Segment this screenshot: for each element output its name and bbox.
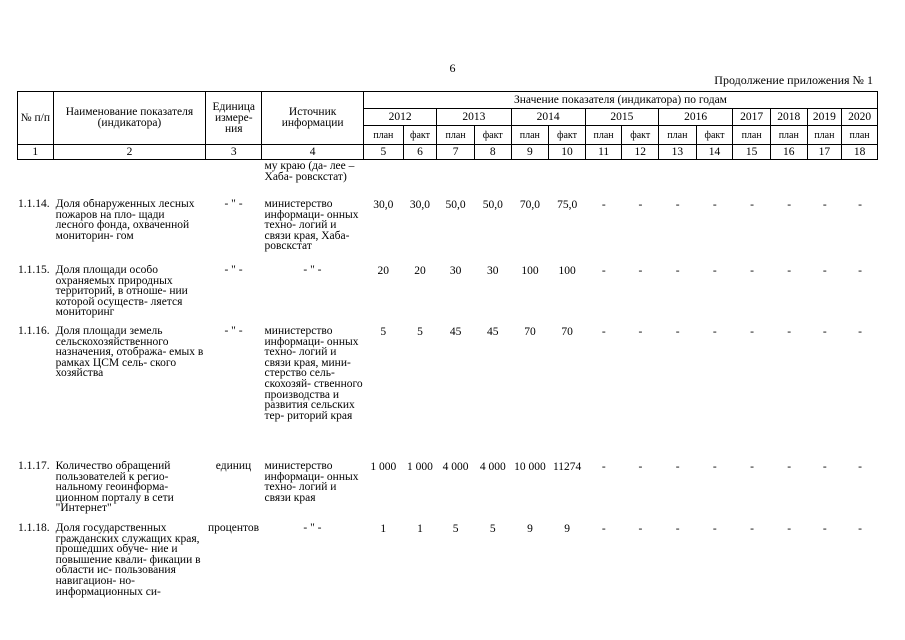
value-cell: -	[638, 523, 643, 535]
header-plan: план	[733, 126, 771, 145]
value-cell: -	[858, 199, 862, 211]
col-number: 12	[622, 145, 659, 160]
header-source: Источник информации	[262, 92, 364, 145]
header-year: 2016	[659, 109, 733, 126]
header-fact: факт	[474, 126, 511, 145]
col-number: 2	[53, 145, 206, 160]
row-number: 1.1.15.	[18, 265, 50, 276]
value-cell: 20	[414, 265, 426, 277]
value-cell: -	[858, 265, 862, 277]
header-unit: Единица измере- ния	[206, 92, 262, 145]
unit-cell: - " -	[224, 326, 243, 337]
value-cell: -	[750, 265, 754, 277]
value-cell: 4 000	[479, 461, 506, 473]
col-number: 5	[364, 145, 404, 160]
header-plan: план	[842, 126, 878, 145]
col-number: 8	[474, 145, 511, 160]
header-year: 2012	[364, 109, 437, 126]
value-cell: -	[787, 199, 792, 211]
indicator-name: Доля государственных гражданских служащих края, прошедших обуче- ние и повышение квали- фикации в области ис- пользования навигацион- но-информационных си-	[55, 523, 201, 598]
value-cell: -	[601, 461, 606, 473]
value-cell: 70	[561, 326, 573, 338]
value-cell: 70,0	[519, 199, 541, 211]
value-cell: 70	[524, 326, 536, 338]
value-cell: -	[712, 265, 717, 277]
value-cell: -	[787, 461, 792, 473]
header-year: 2015	[585, 109, 658, 126]
value-cell: -	[822, 326, 827, 338]
header-fact: факт	[696, 126, 733, 145]
unit-cell: единиц	[215, 461, 252, 472]
value-cell: -	[822, 523, 827, 535]
header-plan: план	[511, 126, 549, 145]
indicator-name: Доля площади земель сельскохозяйственного назначения, отобража- емых в рамках ЦСМ сель- ского хозяйства	[55, 326, 204, 380]
value-cell: -	[601, 523, 606, 535]
row-number: 1.1.18.	[18, 523, 50, 534]
header-name: Наименование показателя (индикатора)	[53, 92, 206, 145]
value-cell: 30,0	[373, 199, 394, 211]
col-number: 10	[549, 145, 586, 160]
value-cell: -	[787, 326, 792, 338]
header-year: 2014	[511, 109, 585, 126]
source-cell: - " -	[303, 523, 322, 534]
value-cell: -	[638, 326, 643, 338]
value-cell: -	[750, 461, 754, 473]
col-number: 7	[437, 145, 475, 160]
header-plan: план	[437, 126, 475, 145]
value-cell: 50,0	[445, 199, 466, 211]
col-number: 11	[585, 145, 622, 160]
col-number: 16	[770, 145, 807, 160]
col-number: 9	[511, 145, 549, 160]
value-cell: 30,0	[409, 199, 430, 211]
value-cell: -	[675, 265, 680, 277]
value-cell: -	[675, 199, 680, 211]
source-cell: - " -	[303, 265, 322, 276]
header-fact: факт	[549, 126, 586, 145]
row-number: 1.1.17.	[18, 461, 50, 472]
value-cell: -	[858, 523, 862, 535]
value-cell: 1 000	[407, 461, 433, 473]
value-cell: -	[750, 523, 754, 535]
value-cell: -	[712, 461, 717, 473]
col-number: 4	[262, 145, 364, 160]
value-cell: -	[750, 326, 754, 338]
value-cell: 100	[521, 265, 539, 277]
value-cell: -	[601, 199, 606, 211]
value-cell: -	[858, 326, 862, 338]
value-cell: -	[822, 461, 827, 473]
value-cell: 1 000	[370, 461, 397, 473]
table-row	[17, 265, 878, 326]
source-cell: му краю (да- лее – Хаба- ровскстат)	[264, 161, 355, 183]
value-cell: 75,0	[557, 199, 578, 211]
value-cell: -	[601, 326, 606, 338]
table-row	[17, 326, 878, 461]
header-fact: факт	[403, 126, 437, 145]
value-cell: -	[822, 199, 827, 211]
header-fact: факт	[622, 126, 659, 145]
col-number: 18	[842, 145, 878, 160]
value-cell: -	[712, 326, 717, 338]
header-plan: план	[770, 126, 807, 145]
source-cell: министерство информаци- онных техно- логий и связи края	[264, 461, 359, 504]
value-cell: -	[822, 265, 827, 277]
unit-cell: - " -	[224, 265, 243, 276]
value-cell: -	[712, 523, 717, 535]
indicator-name: Доля площади особо охраняемых природных территорий, в отноше- нии которой осуществ- ляется мониторинг	[55, 265, 188, 319]
value-cell: -	[638, 461, 643, 473]
table-row	[17, 461, 878, 523]
indicator-name: Доля обнаруженных лесных пожаров на пло- щади лесного фонда, охваченной мониторин- гом	[55, 199, 195, 242]
indicator-name: Количество обращений пользователей к регио- нальному геоинформа- ционном порталу в сети "Интернет"	[55, 461, 174, 515]
source-cell: министерство информаци- онных техно- логий и связи края, Хаба- ровскстат	[264, 199, 359, 253]
col-number: 15	[733, 145, 771, 160]
col-number: 3	[206, 145, 262, 160]
value-cell: -	[712, 199, 717, 211]
value-cell: -	[675, 523, 680, 535]
header-year: 2020	[842, 109, 878, 126]
value-cell: 1	[380, 523, 387, 535]
continuation-label: Продолжение приложения № 1	[714, 73, 873, 87]
header-num: № п/п	[18, 92, 54, 145]
header-year: 2018	[770, 109, 807, 126]
value-cell: 1	[417, 523, 423, 535]
header-plan: план	[659, 126, 697, 145]
indicator-table-body	[17, 161, 878, 613]
value-cell: 9	[564, 523, 570, 535]
table-row-carryover	[17, 161, 878, 199]
row-number: 1.1.14.	[18, 199, 50, 210]
unit-cell: - " -	[224, 199, 243, 210]
value-cell: 5	[489, 523, 496, 535]
header-year: 2017	[733, 109, 771, 126]
value-cell: 11274	[552, 461, 582, 473]
value-cell: -	[787, 265, 792, 277]
value-cell: 20	[377, 265, 390, 277]
page-number: 6	[449, 61, 456, 75]
value-cell: -	[638, 265, 643, 277]
value-cell: 10 000	[514, 461, 546, 473]
value-cell: 50,0	[482, 199, 503, 211]
value-cell: 4 000	[442, 461, 469, 473]
header-values-title: Значение показателя (индикатора) по годам	[364, 92, 878, 109]
col-number: 13	[659, 145, 697, 160]
header-plan: план	[807, 126, 842, 145]
value-cell: -	[858, 461, 862, 473]
value-cell: -	[601, 265, 606, 277]
value-cell: -	[787, 523, 792, 535]
value-cell: 45	[487, 326, 499, 338]
col-number: 14	[696, 145, 733, 160]
value-cell: -	[675, 461, 680, 473]
header-plan: план	[364, 126, 404, 145]
header-year: 2013	[437, 109, 511, 126]
indicator-table-header	[17, 91, 878, 160]
value-cell: 30	[449, 265, 462, 277]
col-number: 1	[18, 145, 54, 160]
row-number: 1.1.16.	[18, 326, 50, 337]
value-cell: 5	[452, 523, 459, 535]
table-row	[17, 199, 878, 265]
table-row	[17, 523, 878, 613]
value-cell: 5	[417, 326, 423, 338]
value-cell: 30	[487, 265, 499, 277]
value-cell: 5	[380, 326, 387, 338]
value-cell: -	[675, 326, 680, 338]
value-cell: 45	[449, 326, 462, 338]
value-cell: -	[638, 199, 643, 211]
col-number: 6	[403, 145, 437, 160]
header-year: 2019	[807, 109, 842, 126]
value-cell: 9	[527, 523, 533, 535]
source-cell: министерство информаци- онных техно- логий и связи края, мини- стерство сель- скохозяй- ственного производства и развития сельских тер- риторий края	[264, 326, 363, 422]
header-plan: план	[585, 126, 622, 145]
value-cell: -	[750, 199, 754, 211]
value-cell: 100	[558, 265, 576, 277]
col-number: 17	[807, 145, 842, 160]
unit-cell: процентов	[207, 523, 260, 534]
